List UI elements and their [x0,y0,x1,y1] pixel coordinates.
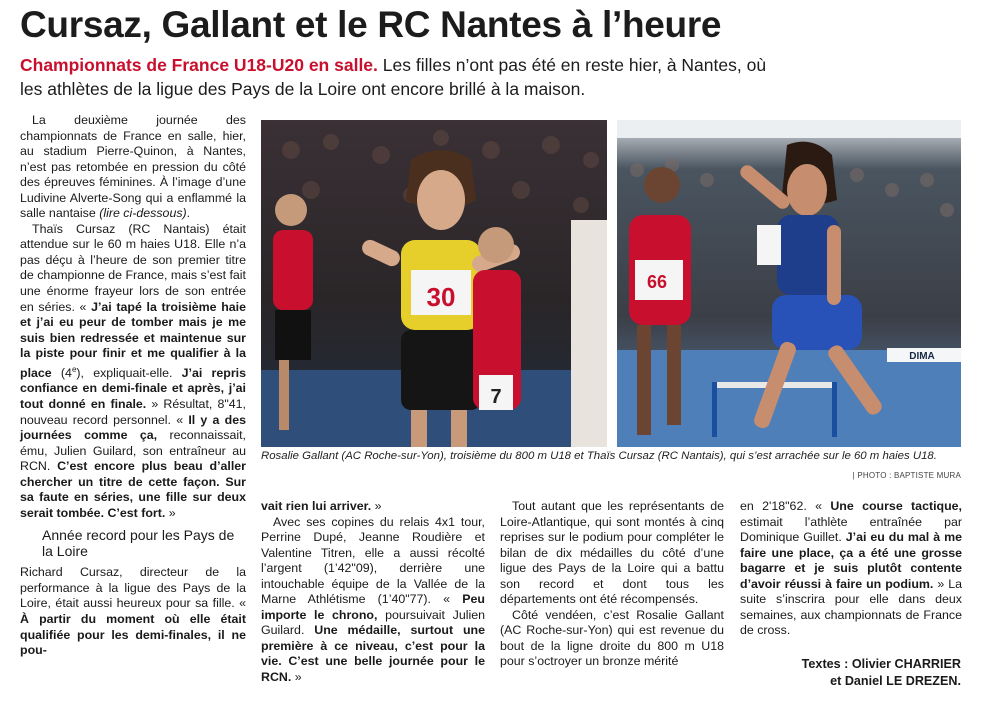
column-3 [500,499,724,670]
lead: Les filles n’ont pas été en reste hier, à Nantes, où les athlètes de la ligue des Pays de la Loire ont encore brillé à la maison. [20,55,767,99]
svg-text:7: 7 [490,386,502,408]
paragraph: Avec ses copines du relais 4x1 tour, Perrine Dupé, Jeanne Roudière et Valentine Titren, elle a aussi récolté l’argent (1’42"09), derrière une intouchable équipe de la Vallée de la Marne Athlétisme (1’40"77). « Peu importe le chrono, poursuivait Julien Guilard. Une médaille, surtout une première à ce niveau, c’est pour la vie. C’est une belle journée pour le RCN. » [261,514,486,685]
byline [802,656,961,690]
kicker: Championnats de France U18-U20 en salle. [20,55,378,75]
intertitle: Année record pour les Pays de la Loire [42,527,235,560]
headline: Cursaz, Gallant et le RC Nantes à l’heure [20,4,722,45]
byline-line-2: et Daniel LE DREZEN. [830,674,961,688]
column-4 [740,499,962,639]
paragraph: La deuxième journée des championnats de France en salle, hier, au stadium Pierre-Quinon, à Nantes, n’est pas retombée en pression du côté des épreuves féminines. À l’image d’une Ludivine Alverte-Song qui a enflammé la salle nantaise (lire ci-dessous). [20,113,246,221]
byline-line-1: Textes : Olivier CHARRIER [801,657,961,671]
paragraph: Tout autant que les représentants de Loire-Atlantique, qui sont montés à cinq reprises sur le podium pour compléter le bilan de dix médailles du côté d’une ligue des Pays de la Loire qui a battu son record et dont tous les départements ont été récompensés. [500,499,724,607]
svg-text:DIMA: DIMA [909,351,935,362]
column-1 [20,113,246,659]
svg-text:30: 30 [426,282,456,312]
paragraph: Richard Cursaz, directeur de la performance à la ligue des Pays de la Loire, était aussi heureux pour sa fille. « À partir du moment où elle était qualifiée pour les demi-finales, il ne pou- [20,565,246,658]
paragraph: Thaïs Cursaz (RC Nantais) était attendue sur le 60 m haies U18. Elle n’a pas déçu à l’heure de son premier titre de championne de France, mais s’est fait une énorme frayeur lors de son entrée en séries. « J’ai tapé la troisième haie et j’ai eu peur de tomber mais je me suis bien redressée et maintenue sur la piste pour finir et me qualifier à la place (4e), expliquait-elle. J’ai repris confiance en demi-finale et après, j’ai tout donné en finale. » Résultat, 8"41, nouveau record personnel. « Il y a des journées comme ça, reconnaissait, ému, Julien Guilard, son entraîneur au RCN. C’est encore plus beau d’aller chercher un titre de cette façon. Sur sa faute en séries, une fille sur deux serait tombée. C’est fort. » [20,221,247,520]
photo-caption: Rosalie Gallant (AC Roche-sur-Yon), troisième du 800 m U18 et Thaïs Cursaz (RC Nantais), qui s’est arrachée sur le 60 m haies U18. [261,450,937,462]
paragraph: en 2'18"62. « Une course tactique, estimait l’athlète entraînée par Dominique Guillet. J’ai eu du mal à me faire une place, ça a été une grosse bagarre et je suis plutôt contente d’avoir réussi à faire un podium. » La suite s’inscrira pour elle dans deux semaines, aux championnats de France de cross. [740,499,962,638]
photo-rosalie-gallant [261,120,607,447]
photo-credit: | PHOTO : BAPTISTE MURA [852,471,961,480]
column-2 [261,499,485,686]
svg-text:66: 66 [646,272,668,292]
paragraph: vait rien lui arriver. » [261,499,382,513]
standfirst [20,53,780,101]
photo-thais-cursaz [617,120,961,447]
paragraph: Côté vendéen, c’est Rosalie Gallant (AC Roche-sur-Yon) qui est revenue du bout de la ligne droite du 800 m U18 pour s’octroyer un bronze mérité [500,607,724,669]
